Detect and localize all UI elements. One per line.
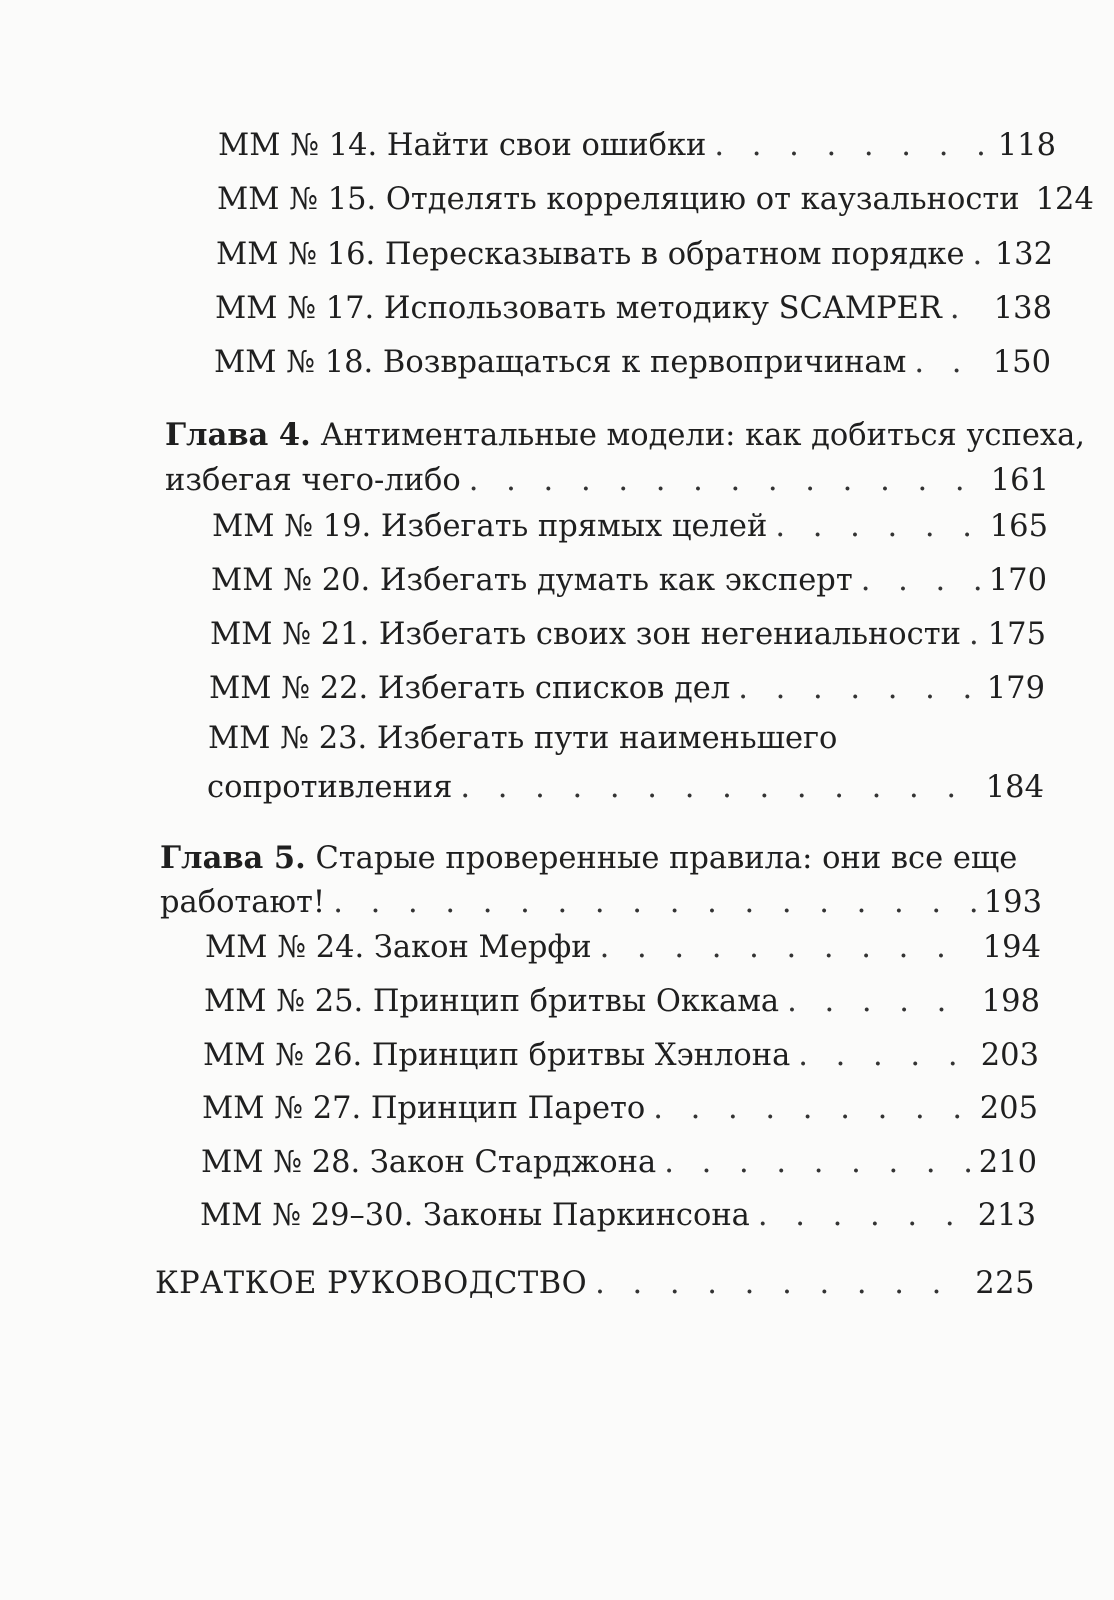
toc-entry-page: 170 [988,563,1047,598]
leader-dots [798,1038,973,1074]
chapter-4-title-line2: избегая чего-либо [165,463,461,498]
toc-entry [210,617,1046,653]
summary-title: КРАТКОЕ РУКОВОДСТВО [155,1266,588,1301]
toc-entry-page: 150 [992,345,1051,380]
leader-dots [973,237,987,273]
toc-summary-entry [155,1266,1035,1302]
leader-dots [861,563,981,599]
toc-entry-page: 210 [978,1145,1037,1180]
toc-entry-page: 184 [985,770,1044,805]
chapter-5-title-line1: Старые проверенные правила: они все еще [305,841,1018,876]
leader-dots [600,930,975,966]
leader-dots [460,770,977,806]
toc-entry-title: ММ № 28. Закон Старджона [201,1145,657,1180]
toc-entry-page: 118 [997,128,1056,163]
toc-entry-page: 198 [981,984,1040,1019]
toc-entry [209,671,1045,707]
toc-entry-title: ММ № 26. Принцип бритвы Хэнлона [203,1038,791,1073]
chapter-4-label: Глава 4. [165,417,311,453]
toc-entry-page: 138 [993,291,1052,326]
toc-entry-page: 132 [994,237,1053,272]
chapter-5-heading [160,840,1017,877]
leader-dots [758,1198,970,1234]
chapter-5-entry [160,885,1042,921]
leader-dots [664,1145,971,1181]
toc-entry-title: ММ № 23. Избегать пути наименьшего [208,721,838,756]
leader-dots [595,1266,967,1302]
toc-entry [201,1145,1037,1181]
toc-entry-page: 203 [980,1038,1039,1073]
toc-entry-page: 165 [989,509,1048,544]
chapter-5-title-line2: работают! [160,885,326,920]
toc-entry [200,1198,1036,1234]
leader-dots [775,509,981,545]
toc-entry-title: ММ № 21. Избегать своих зон негениальности [210,617,961,652]
chapter-4-title-line1: Антиментальные модели: как добиться успеха, [310,418,1085,453]
leader-dots [653,1091,972,1127]
toc-entry [218,128,1056,164]
toc-entry-23-line1 [208,721,837,757]
toc-entry [203,1038,1039,1074]
toc-entry-title: ММ № 16. Пересказывать в обратном порядке [216,237,965,272]
toc-entry-title: ММ № 18. Возвращаться к первопричинам [214,345,907,380]
toc-entry-page: 213 [977,1198,1036,1233]
leader-dots [333,885,976,921]
toc-entry [215,291,1052,327]
toc-entry-title: ММ № 24. Закон Мерфи [205,930,592,965]
chapter-4-heading [165,417,1085,454]
toc-entry-title: ММ № 29–30. Законы Паркинсона [200,1198,750,1233]
toc-entry [202,1091,1038,1127]
leader-dots [914,345,984,381]
toc-entry-title: ММ № 22. Избегать списков дел [209,671,731,706]
leader-dots [469,463,983,499]
toc-entry-title: ММ № 20. Избегать думать как эксперт [211,563,853,598]
toc-entry-page: 179 [986,671,1045,706]
toc-entry-page: 205 [979,1091,1038,1126]
toc-entry-23 [207,770,1044,806]
toc-entry [205,930,1041,966]
summary-page: 225 [975,1266,1035,1301]
toc-entry-title: ММ № 25. Принцип бритвы Оккама [204,984,780,1019]
chapter-5-page: 193 [983,885,1042,920]
leader-dots [787,984,974,1020]
chapter-4-entry [165,463,1049,499]
toc-entry [211,563,1047,599]
toc-entry-title: ММ № 19. Избегать прямых целей [212,509,768,544]
leader-dots [738,671,979,707]
toc-entry [204,984,1040,1020]
toc-entry-page: 124 [1035,182,1094,217]
toc-entry-title-line2: сопротивления [207,770,453,805]
leader-dots [714,128,989,164]
toc-entry [216,237,1053,273]
leader-dots [950,291,986,327]
toc-entry [214,345,1051,381]
toc-entry [212,509,1048,545]
toc-entry-title: ММ № 15. Отделять корреляцию от каузальности [217,182,1020,217]
toc-entry-page: 175 [987,617,1046,652]
toc-entry-page: 194 [982,930,1041,965]
toc-entry-title: ММ № 17. Использовать методику SCAMPER [215,291,942,326]
chapter-4-page: 161 [990,463,1049,498]
chapter-5-label: Глава 5. [160,840,306,876]
toc-entry [217,182,1094,218]
toc-entry-title: ММ № 27. Принцип Парето [202,1091,646,1126]
toc-entry-title: ММ № 14. Найти свои ошибки [218,128,707,163]
leader-dots [969,617,980,653]
